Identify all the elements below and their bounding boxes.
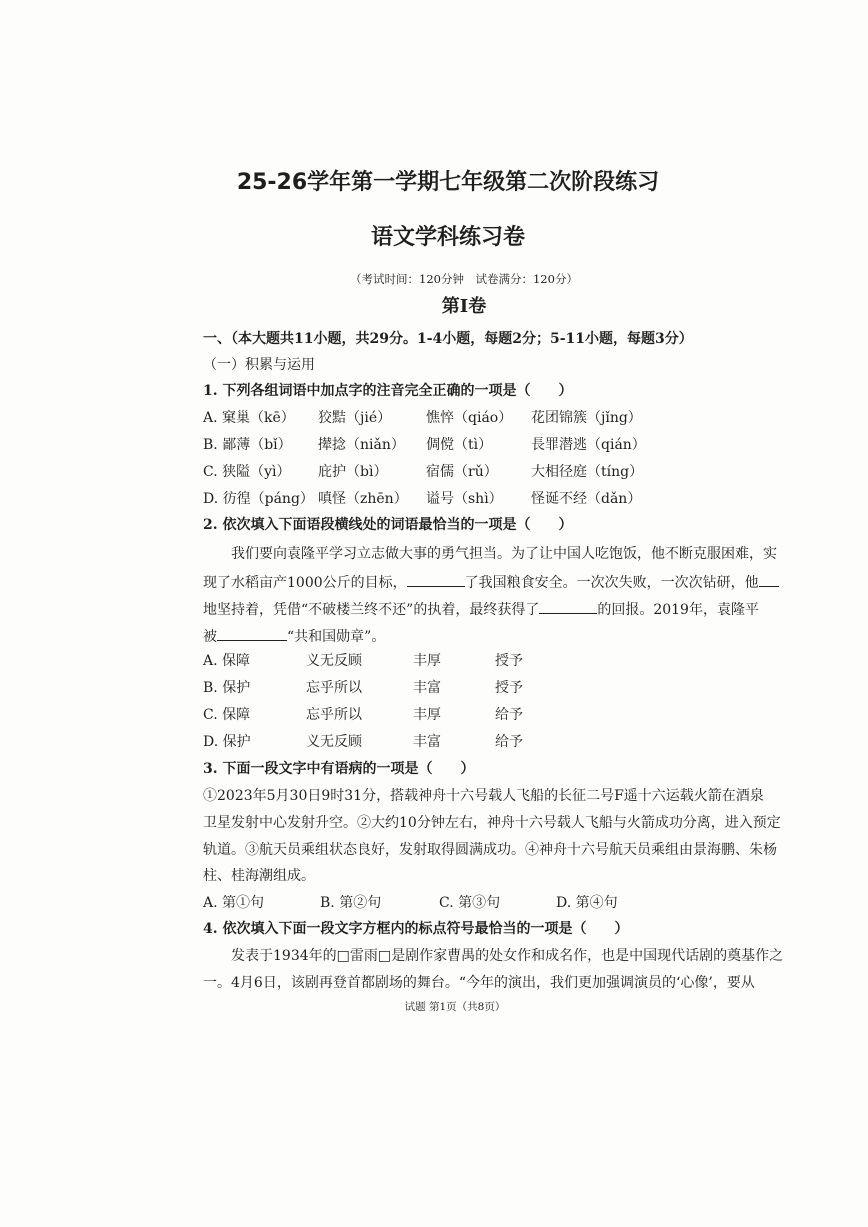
q3-passage-line-2: 卫星发射中心发射升空。②大约10分钟左右，神舟十六号载人飞船与火箭成功分离，进入预定 [203, 815, 781, 831]
q3-option-a: A. 第①句 [203, 895, 265, 911]
q1-option-b-1: B. 鄙薄（bǐ） [203, 437, 292, 453]
q2-option-b-2: 忘乎所以 [306, 680, 362, 696]
q2-option-b-3: 丰富 [413, 680, 441, 696]
q2-passage-line-2 [203, 572, 779, 592]
q1-option-d-1: D. 彷徨（páng） [203, 491, 314, 507]
q1-option-b-2: 撵捻（niǎn） [318, 437, 405, 453]
question-4-stem: 4. 依次填入下面一段文字方框内的标点符号最恰当的一项是（ ） [203, 921, 629, 937]
blank-4 [217, 626, 287, 641]
q2-passage-text: 被 [203, 629, 217, 645]
q2-passage-line-1: 我们要向袁隆平学习立志做大事的勇气担当。为了让中国人吃饱饭，他不断克服困难，实 [231, 546, 777, 562]
q2-option-d-2: 义无反顾 [306, 734, 362, 750]
section-subheading: （一）积累与运用 [203, 357, 315, 373]
q3-option-c: C. 第③句 [439, 895, 501, 911]
q1-option-d-2: 嗔怪（zhēn） [318, 491, 408, 507]
subject-title: 语文学科练习卷 [370, 225, 525, 250]
q2-option-c-4: 给予 [495, 707, 523, 723]
q3-passage-line-3: 轨道。③航天员乘组状态良好，发射取得圆满成功。④神舟十六号航天员乘组由景海鹏、朱杨 [203, 842, 777, 858]
blank-1 [407, 572, 465, 587]
q2-option-c-2: 忘乎所以 [306, 707, 362, 723]
exam-time-info: （考试时间：120分钟 试卷满分：120分） [350, 272, 578, 286]
q1-option-b-3: 倜傥（tì） [426, 437, 493, 453]
q2-option-d-4: 给予 [495, 734, 523, 750]
q1-option-c-2: 庇护（bì） [318, 464, 388, 480]
q1-option-a-1: A. 窠巢（kē） [203, 410, 295, 426]
page-footer: 试题 第1页（共8页） [404, 1001, 506, 1013]
q2-passage-text: 地坚持着，凭借“不破楼兰终不还”的执着，最终获得了 [203, 602, 540, 618]
q2-option-c-1: C. 保障 [203, 707, 251, 723]
q1-option-a-2: 狡黠（jié） [318, 410, 392, 426]
q3-option-d: D. 第④句 [556, 895, 618, 911]
q1-option-c-1: C. 狭隘（yì） [203, 464, 291, 480]
q1-option-d-3: 谥号（shì） [426, 491, 503, 507]
q2-passage-text: 了我国粮食安全。一次次失败，一次次钻研，他 [464, 575, 759, 591]
q2-option-a-2: 义无反顾 [306, 653, 362, 669]
q1-option-b-4: 長罪潜逃（qián） [531, 437, 646, 453]
question-2-stem: 2. 依次填入下面语段横线处的词语最恰当的一项是（ ） [203, 517, 573, 533]
q1-option-c-4: 大相径庭（tíng） [531, 464, 644, 480]
q2-passage-line-4 [203, 626, 385, 646]
q2-passage-text: 的回报。2019年，袁隆平 [597, 602, 759, 618]
q2-passage-text: “共和国勋章”。 [287, 629, 386, 645]
volume-label: 第Ⅰ卷 [441, 296, 487, 317]
q2-option-a-4: 授予 [495, 653, 523, 669]
q3-passage-line-4: 柱、桂海潮组成。 [203, 868, 315, 884]
q2-option-d-3: 丰富 [413, 734, 441, 750]
blank-2 [759, 572, 779, 587]
q3-option-b: B. 第②句 [320, 895, 382, 911]
q1-option-d-4: 怪诞不经（dǎn） [531, 491, 642, 507]
question-1-stem: 1. 下列各组词语中加点字的注音完全正确的一项是（ ） [203, 383, 573, 399]
q1-option-c-3: 宿儒（rǔ） [426, 464, 498, 480]
q2-option-c-3: 丰厚 [413, 707, 441, 723]
q3-passage-line-1: ①2023年5月30日9时31分，搭载神舟十六号载人飞船的长征二号F遥十六运载火箭在酒泉 [203, 788, 764, 804]
q2-option-b-1: B. 保护 [203, 680, 251, 696]
section-heading: 一、（本大题共11小题，共29分。1-4小题，每题2分；5-11小题，每题3分） [203, 331, 693, 347]
q1-option-a-3: 憔悴（qiáo） [426, 410, 513, 426]
exam-title: 25-26学年第一学期七年级第二次阶段练习 [236, 170, 660, 195]
question-3-stem: 3. 下面一段文字中有语病的一项是（ ） [203, 761, 475, 777]
q4-passage-line-1: 发表于1934年的□雷雨□是剧作家曹禺的处女作和成名作，也是中国现代话剧的奠基作之 [231, 948, 784, 964]
q2-option-a-1: A. 保障 [203, 653, 251, 669]
blank-3 [539, 599, 597, 614]
q2-option-b-4: 授予 [495, 680, 523, 696]
q2-passage-text: 现了水稻亩产1000公斤的目标， [203, 575, 407, 591]
q2-option-a-3: 丰厚 [413, 653, 441, 669]
q1-option-a-4: 花团锦簇（jǐng） [531, 410, 642, 426]
q2-option-d-1: D. 保护 [203, 734, 251, 750]
q2-passage-line-3 [203, 599, 759, 619]
q4-passage-line-2: 一。4月6日，该剧再登首都剧场的舞台。“今年的演出，我们更加强调演员的‘心像’，要从 [203, 975, 755, 991]
